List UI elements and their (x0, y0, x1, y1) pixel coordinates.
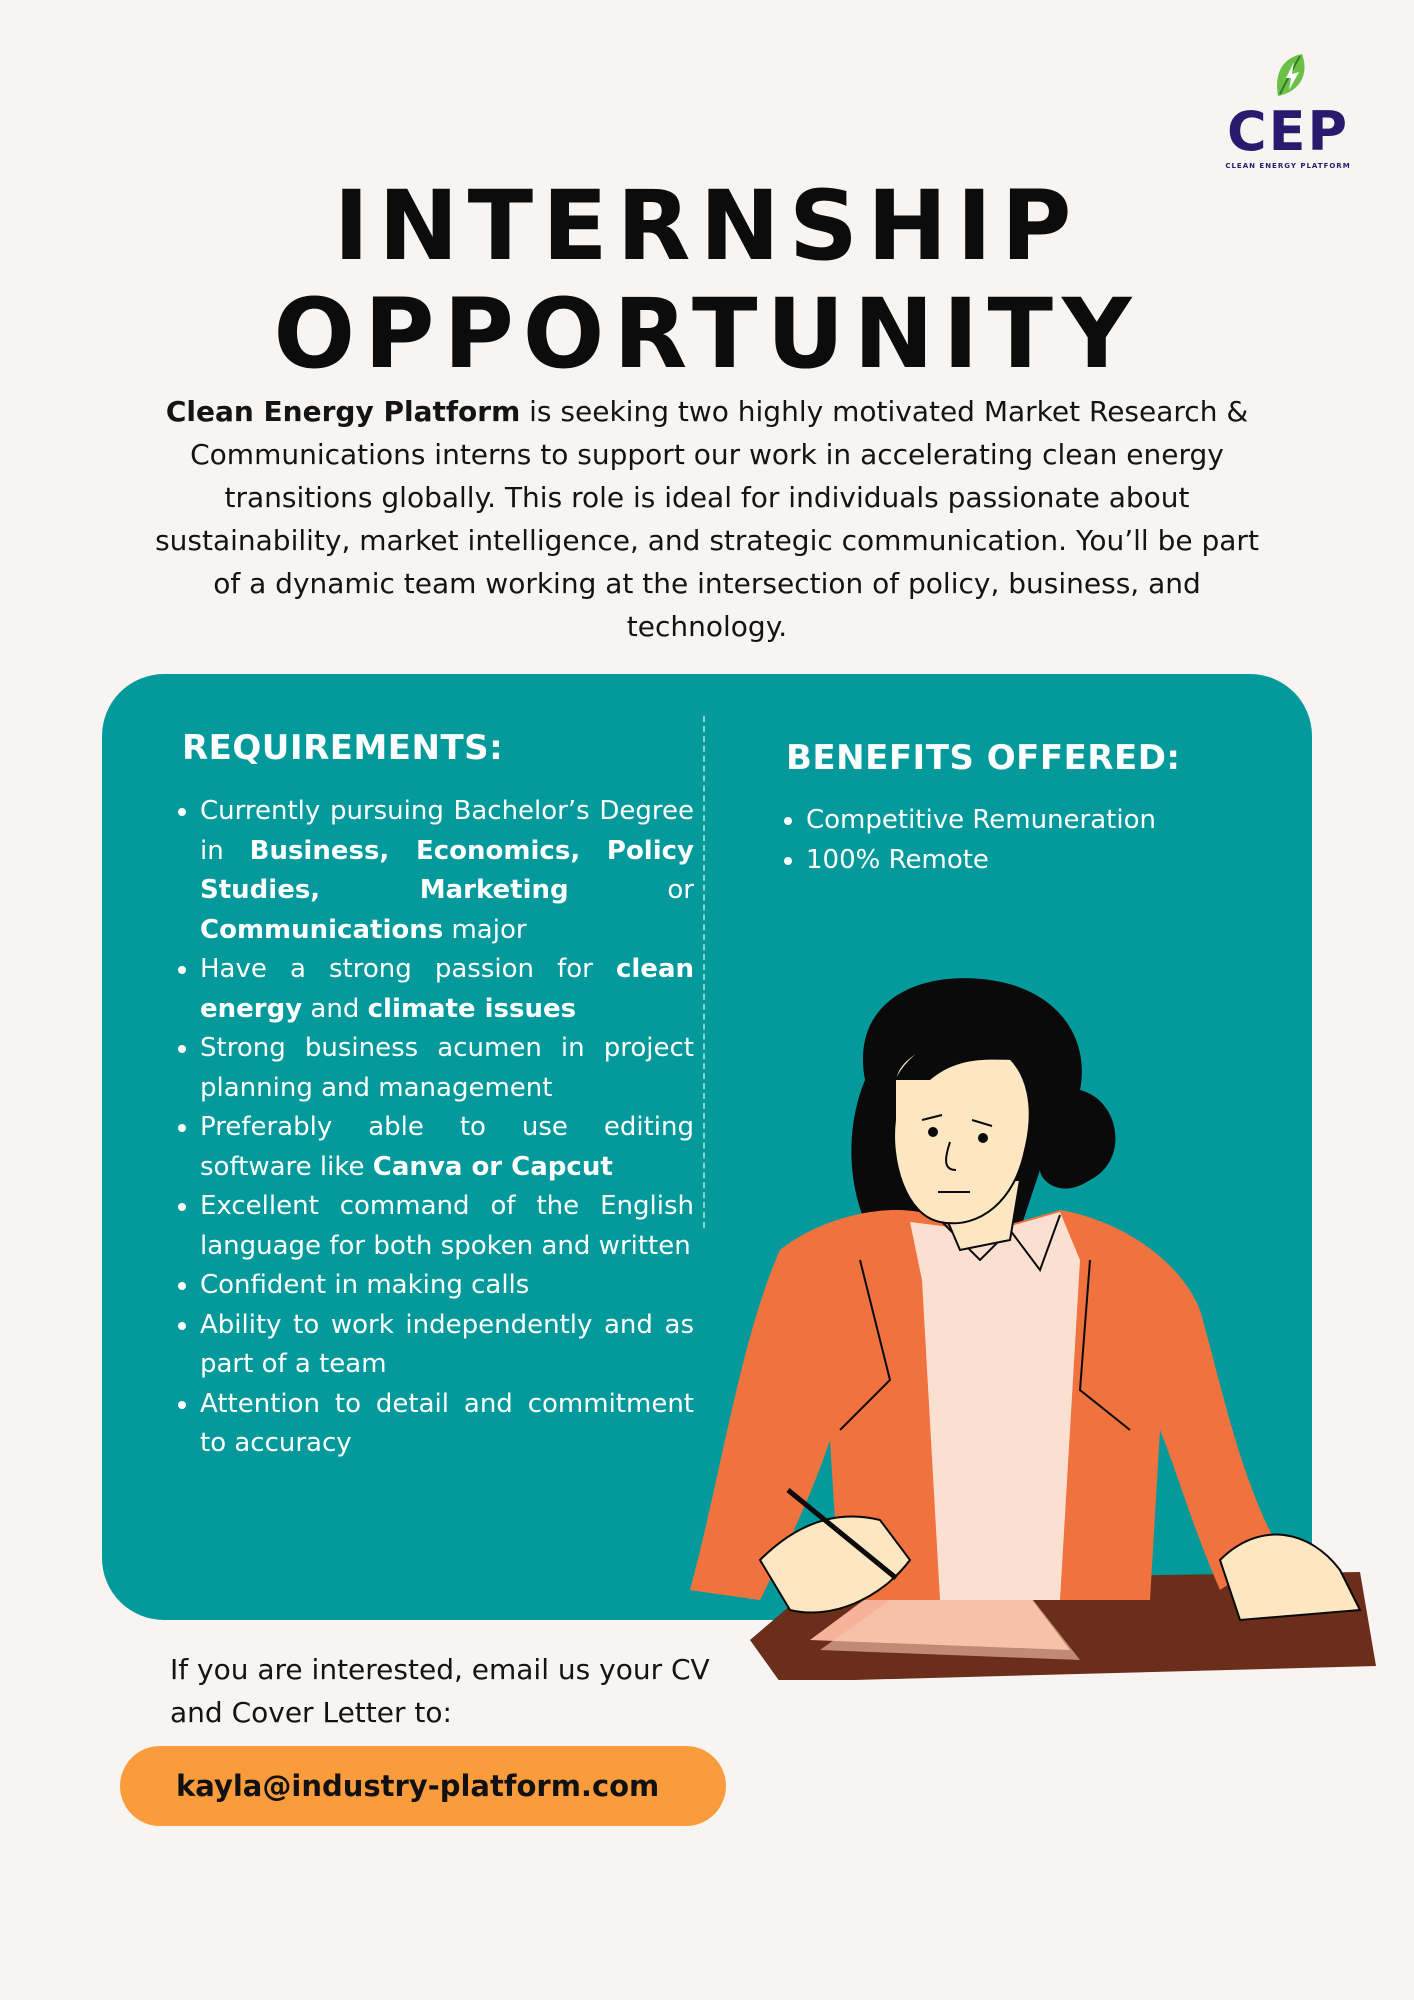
requirement-text: Ability to work independently and as part of a team (200, 1309, 694, 1379)
requirement-text: and (302, 993, 368, 1024)
cep-logo (1218, 52, 1358, 172)
benefit-item: • 100% Remote (806, 840, 1226, 880)
email-button[interactable] (120, 1746, 726, 1826)
requirement-text: Strong business acumen in project planning and management (200, 1033, 694, 1103)
leaf-bolt-icon (1272, 52, 1312, 104)
title-line-1: INTERNSHIP (333, 170, 1081, 282)
requirement-text: Have a strong passion for (200, 954, 616, 984)
logo-mark: CEP (1226, 100, 1350, 163)
benefit-item: • Competitive Remuneration (806, 800, 1226, 840)
requirement-item (200, 1306, 694, 1385)
requirement-item (200, 1029, 694, 1108)
logo-subtitle: CLEAN ENERGY PLATFORM (1225, 162, 1351, 170)
requirements-list (172, 792, 694, 1464)
requirement-text: Attention to detail and commitment to accuracy (200, 1388, 694, 1458)
requirement-item (200, 1266, 694, 1306)
requirement-emphasis: Communications (200, 914, 444, 945)
page-title (0, 172, 1414, 388)
title-line-2: OPPORTUNITY (273, 278, 1141, 390)
intro-text: is seeking two highly motivated Market Research & Communications interns to support our work in accelerating clean energy transitions globally. This role is ideal for individuals passionate about sustainability, market intelligence, and strategic communication. You’ll be part of a dynamic team working at the intersection of policy, business, and technology. (155, 395, 1259, 643)
company-name: Clean Energy Platform (165, 395, 521, 428)
requirement-text: Excellent command of the English language for both spoken and written (200, 1191, 694, 1261)
woman-writing-illustration (660, 960, 1380, 1680)
right-hand-shape (1220, 1535, 1360, 1620)
requirement-text: Currently pursuing Bachelor’s Degree in (200, 796, 694, 866)
requirement-emphasis: Business, Economics, Policy Studies, Marketing (200, 835, 694, 905)
requirement-item (200, 1187, 694, 1266)
requirement-item (200, 792, 694, 950)
requirement-emphasis: clean energy (200, 954, 694, 1024)
requirements-heading: REQUIREMENTS: (182, 728, 504, 768)
requirement-item (200, 1385, 694, 1464)
email-address[interactable]: kayla@industry-platform.com (176, 1769, 660, 1803)
requirement-item (200, 1108, 694, 1187)
intro-paragraph (140, 390, 1274, 648)
contact-instructions: If you are interested, email us your CV and Cover Letter to: (170, 1653, 710, 1729)
requirement-text: Confident in making calls (200, 1270, 530, 1300)
requirement-text: Preferably able to use editing software like (200, 1112, 694, 1182)
requirement-text: or (568, 875, 694, 905)
requirement-emphasis: Canva or Capcut (372, 1151, 613, 1182)
benefits-list (778, 800, 1226, 880)
requirement-item (200, 950, 694, 1029)
benefits-heading: BENEFITS OFFERED: (786, 738, 1181, 778)
requirement-emphasis: climate issues (367, 993, 577, 1024)
requirement-text: major (443, 914, 527, 945)
